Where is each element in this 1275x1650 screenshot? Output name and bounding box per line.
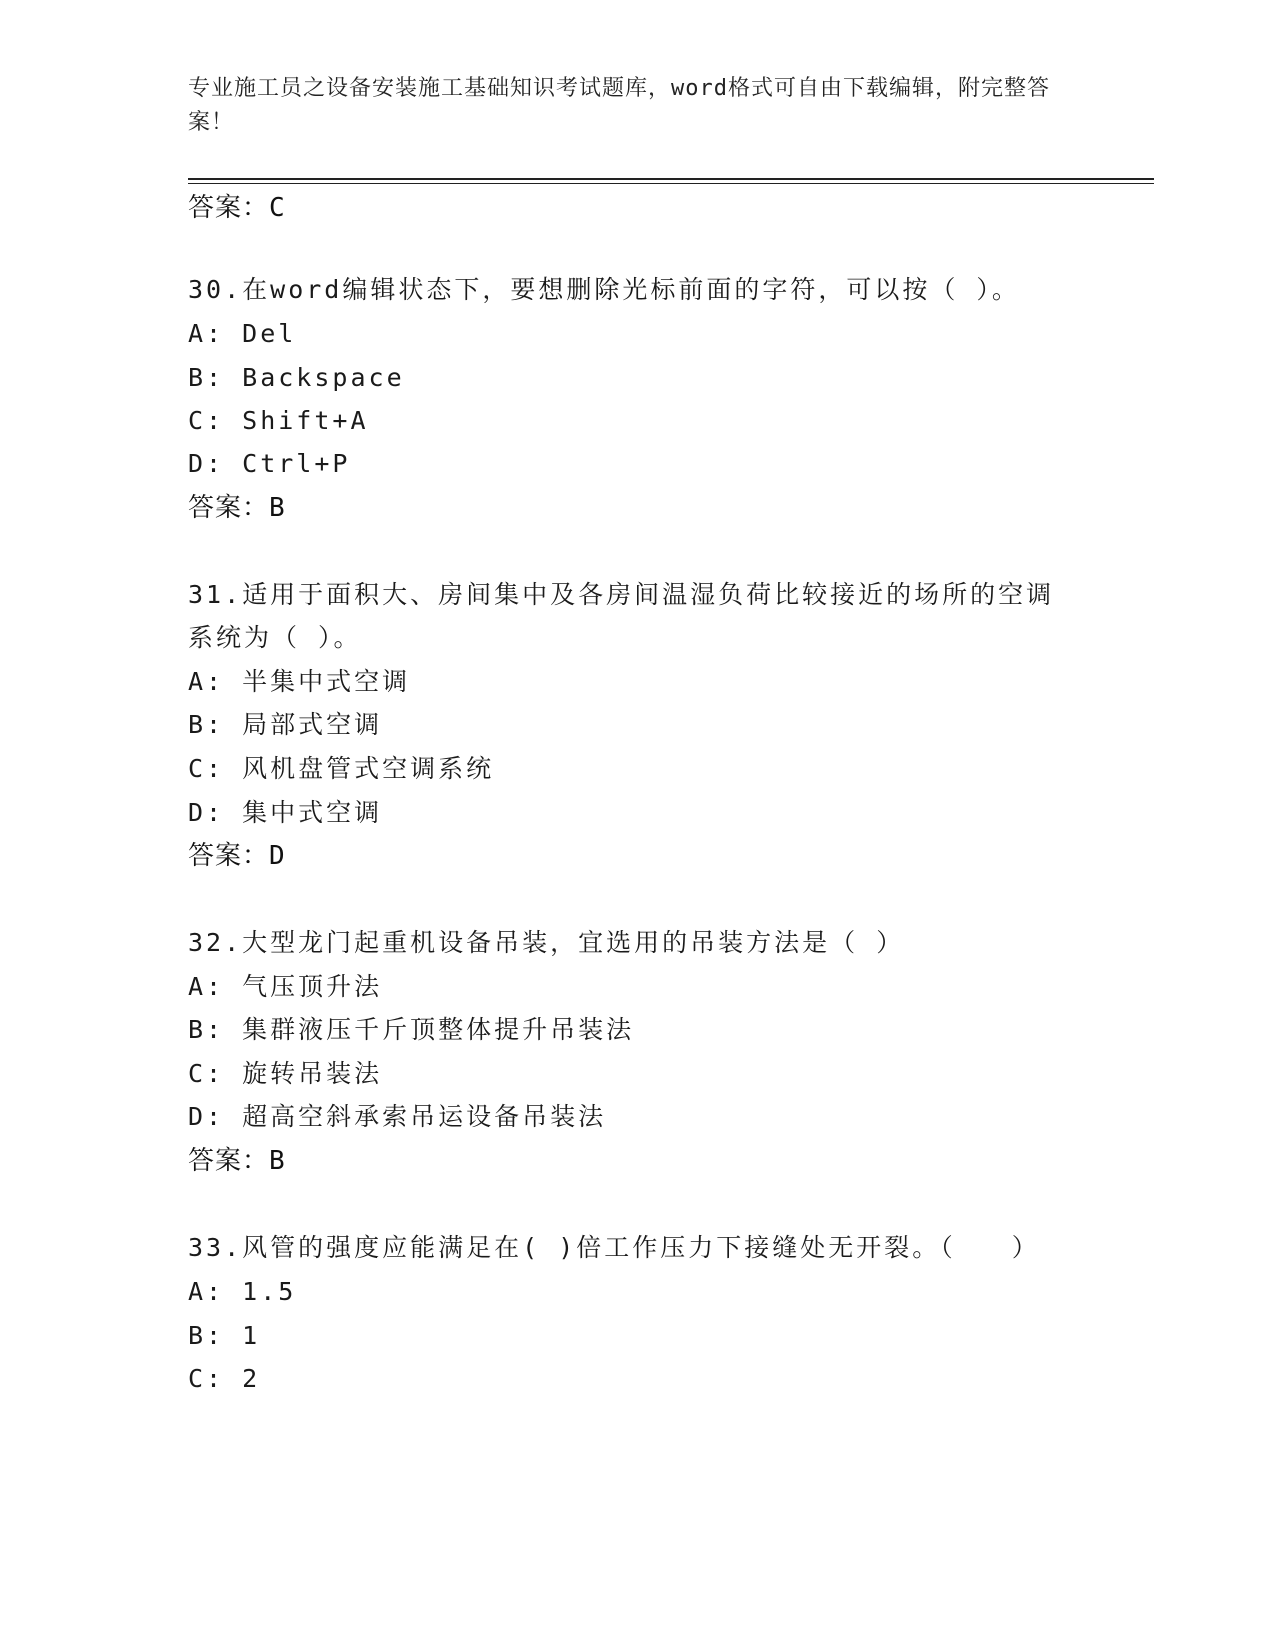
question-33-option-a: A: 1.5 xyxy=(188,1277,297,1306)
question-30-option-b: B: Backspace xyxy=(188,363,405,392)
question-30-option-d: D: Ctrl+P xyxy=(188,449,351,478)
question-32-option-b: B: 集群液压千斤顶整体提升吊装法 xyxy=(188,1015,635,1044)
question-31-option-c: C: 风机盘管式空调系统 xyxy=(188,754,495,783)
question-30-option-c: C: Shift+A xyxy=(188,406,369,435)
header-divider-thick xyxy=(188,178,1154,180)
question-30-answer: 答案：B xyxy=(188,493,286,523)
question-33-prompt: 33.风管的强度应能满足在( )倍工作压力下接缝处无开裂。（ ） xyxy=(188,1233,1040,1262)
question-31-answer: 答案：D xyxy=(188,841,286,871)
question-32-prompt: 32.大型龙门起重机设备吊装，宜选用的吊装方法是（ ） xyxy=(188,928,905,957)
question-31-option-d: D: 集中式空调 xyxy=(188,798,383,827)
page-header: 专业施工员之设备安装施工基础知识考试题库，word格式可自由下载编辑，附完整答案！ xyxy=(188,76,1050,135)
header-divider-thin xyxy=(188,183,1154,184)
question-32-option-d: D: 超高空斜承索吊运设备吊装法 xyxy=(188,1102,607,1131)
question-30-option-a: A: Del xyxy=(188,319,297,348)
question-33-option-b: B: 1 xyxy=(188,1321,261,1350)
question-31-prompt-line2: 系统为（ ）。 xyxy=(188,623,362,652)
question-32-option-a: A: 气压顶升法 xyxy=(188,972,383,1001)
question-33-option-c: C: 2 xyxy=(188,1364,261,1393)
question-32-answer: 答案：B xyxy=(188,1146,286,1176)
question-31-option-b: B: 局部式空调 xyxy=(188,710,383,739)
answer-label: 答案：C xyxy=(188,193,286,223)
question-31-prompt-line1: 31.适用于面积大、房间集中及各房间温湿负荷比较接近的场所的空调 xyxy=(188,580,1055,609)
question-31-option-a: A: 半集中式空调 xyxy=(188,667,411,696)
question-30-prompt: 30.在word编辑状态下，要想删除光标前面的字符，可以按（ ）。 xyxy=(188,275,1020,304)
question-32-option-c: C: 旋转吊装法 xyxy=(188,1059,383,1088)
